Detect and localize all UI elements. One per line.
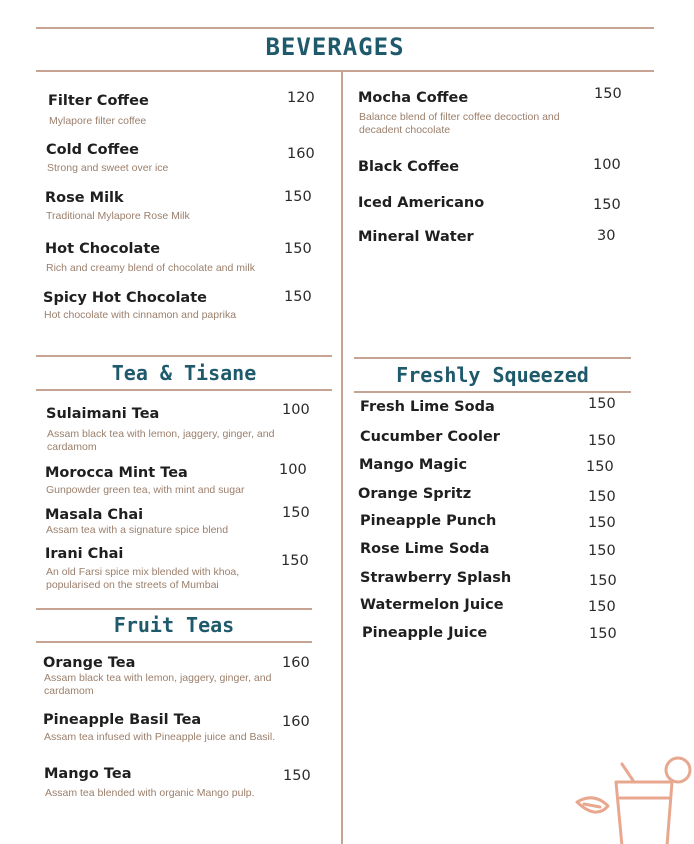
item-name: Cucumber Cooler: [360, 429, 500, 445]
item-price: 150: [589, 626, 617, 642]
item-name: Irani Chai: [45, 546, 124, 562]
item-price: 100: [593, 157, 621, 173]
item-price: 150: [588, 599, 616, 615]
tea-top-rule: [36, 355, 332, 357]
item-name: Fresh Lime Soda: [360, 399, 495, 415]
item-name: Pineapple Juice: [362, 625, 488, 641]
item-desc: Assam tea with a signature spice blend: [46, 524, 229, 536]
item-price: 30: [597, 228, 616, 244]
item-name: Filter Coffee: [48, 93, 149, 109]
item-name: Mocha Coffee: [358, 90, 469, 106]
tea-bottom-rule: [36, 389, 332, 391]
item-name: Rose Milk: [45, 190, 124, 206]
fresh-top-rule: [354, 357, 631, 359]
fresh-title: Freshly Squeezed: [396, 363, 589, 387]
item-name: Mango Tea: [44, 766, 132, 782]
item-name: Rose Lime Soda: [360, 541, 490, 557]
item-name: Morocca Mint Tea: [45, 465, 188, 481]
item-desc: Traditional Mylapore Rose Milk: [46, 210, 190, 222]
item-price: 150: [588, 489, 616, 505]
item-price: 150: [284, 189, 312, 205]
fruit-bottom-rule: [36, 641, 312, 643]
item-name: Black Coffee: [358, 159, 460, 175]
item-price: 150: [589, 573, 617, 589]
item-name: Pineapple Punch: [360, 513, 497, 529]
item-name: Mineral Water: [358, 229, 474, 245]
item-name: Pineapple Basil Tea: [43, 712, 202, 728]
item-name: Mango Magic: [359, 457, 468, 473]
item-desc: Assam black tea with lemon, jaggery, ginger, and cardamom: [44, 672, 272, 697]
item-desc: Mylapore filter coffee: [49, 115, 147, 127]
item-price: 100: [279, 462, 307, 478]
column-divider: [341, 70, 343, 844]
item-price: 150: [586, 459, 614, 475]
item-name: Strawberry Splash: [360, 570, 512, 586]
item-desc: Assam tea blended with organic Mango pulp.: [45, 787, 255, 799]
beverages-title: BEVERAGES: [265, 33, 405, 61]
item-price: 150: [588, 433, 616, 449]
item-name: Orange Tea: [43, 655, 136, 671]
item-name: Hot Chocolate: [45, 241, 161, 257]
tea-title: Tea & Tisane: [111, 361, 257, 385]
item-name: Masala Chai: [45, 507, 144, 523]
item-price: 150: [588, 543, 616, 559]
item-price: 150: [284, 241, 312, 257]
item-price: 150: [281, 553, 309, 569]
item-name: Iced Americano: [358, 195, 485, 211]
beverages-bottom-rule: [36, 70, 654, 72]
item-name: Spicy Hot Chocolate: [43, 290, 207, 306]
fresh-bottom-rule: [354, 391, 631, 393]
item-price: 100: [282, 402, 310, 418]
item-price: 150: [284, 289, 312, 305]
item-desc: An old Farsi spice mix blended with khoa, popularised on the streets of Mumbai: [46, 566, 240, 591]
item-price: 160: [282, 714, 310, 730]
item-name: Watermelon Juice: [360, 597, 504, 613]
item-price: 150: [588, 396, 616, 412]
item-desc: Assam tea infused with Pineapple juice and Basil.: [44, 731, 276, 743]
item-desc: Strong and sweet over ice: [47, 162, 169, 174]
item-price: 150: [594, 86, 622, 102]
item-desc: Gunpowder green tea, with mint and sugar: [46, 484, 245, 496]
item-price: 150: [282, 505, 310, 521]
item-name: Sulaimani Tea: [46, 406, 160, 422]
juice-glass-icon: [574, 754, 694, 844]
item-price: 150: [283, 768, 311, 784]
item-price: 160: [282, 655, 310, 671]
item-name: Orange Spritz: [358, 486, 472, 502]
item-price: 160: [287, 146, 315, 162]
fruit-title: Fruit Teas: [113, 613, 235, 637]
item-name: Cold Coffee: [46, 142, 140, 158]
fruit-top-rule: [36, 608, 312, 610]
item-desc: Hot chocolate with cinnamon and paprika: [44, 309, 237, 321]
beverages-top-rule: [36, 27, 654, 29]
item-price: 150: [593, 197, 621, 213]
item-price: 120: [287, 90, 315, 106]
item-desc: Balance blend of filter coffee decoction and decadent chocolate: [359, 111, 560, 136]
item-desc: Rich and creamy blend of chocolate and milk: [46, 262, 255, 274]
item-price: 150: [588, 515, 616, 531]
item-desc: Assam black tea with lemon, jaggery, ginger, and cardamom: [47, 428, 275, 453]
